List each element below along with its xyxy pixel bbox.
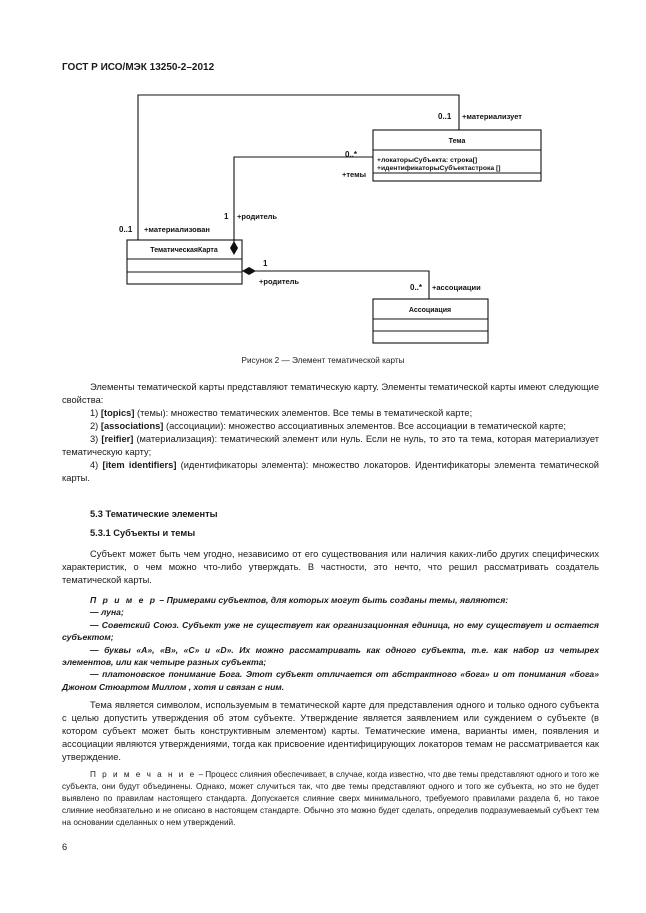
class-association-box [373, 299, 488, 343]
class-topic-attr-1: +локаторыСубъекта: строка[] [377, 157, 478, 164]
subsection-heading: 5.3.1 Субъекты и темы [90, 528, 196, 538]
example-item: — луна; [90, 607, 124, 618]
composition-diamond [242, 267, 256, 275]
role-associations: +ассоциации [432, 283, 481, 292]
figure-caption: Рисунок 2 — Элемент тематической карты [241, 356, 405, 365]
role-parent-2: +родитель [259, 277, 300, 286]
property-item: 4) [item identifiers] (идентификаторы элемента): множество локаторов. Идентификаторы элемента тематической карты. [62, 460, 599, 483]
role-topics: +темы [342, 170, 367, 179]
section-heading: 5.3 Тематические элементы [90, 509, 218, 519]
mult-parent-1: 1 [224, 212, 229, 221]
uml-diagram [0, 0, 646, 360]
subject-paragraph: Субъект может быть чем угодно, независимо от его существования или наличия каких-либо других специфических характеристик, о чем можно что-либо утверждать. В частности, это нечто, что решил рассматривать создатель тематической карты. [62, 549, 599, 585]
role-reifier-top: +материализует [462, 112, 522, 121]
example-item: — Советский Союз. Субъект уже не существует как организационная единица, но ему существует и остается субъектом; [62, 619, 599, 643]
example-item: — платоновское понимание Бога. Этот субъект отличается от абстрактного «бога» и от понимания «бога» Джоном Стюартом Миллом , хотя и связан с ним. [62, 669, 599, 692]
example-item: — буквы «A», «B», «C» и «D». Их можно рассматривать как одного субъекта, т.е. как набор из четырех элементов, или как четыре разных субъекта; [62, 644, 599, 668]
example-block: П р и м е р – Примерами субъектов, для которых могут быть созданы темы, являются: — луна; — Советский Союз. Субъект уже не существует как организационная единица, но ему существует и остается субъектом; — буквы «A», «B», «C» и «D». Их можно рассматривать как одного субъекта, т.е. как набор из четырех элементов, или как четыре разных субъекта; — платоновское понимание Бога. Этот субъект отличается от абстрактного «бога» и от понимания «бога» Джоном Стюартом Миллом , хотя и связан с ним. [62, 595, 599, 692]
mult-associations: 0..* [410, 283, 423, 292]
property-item: 1) [topics] (темы): множество тематических элементов. Все темы в тематической карте; [90, 408, 473, 418]
class-topic-attr-2: +идентификаторыСубъектастрока [] [377, 165, 501, 172]
role-reified: +материализован [144, 225, 210, 234]
intro-paragraph: Элементы тематической карты представляют тематическую карту. Элементы тематической карты имеют следующие свойства: [62, 382, 599, 405]
composition-diamond [230, 241, 238, 255]
note-block: П р и м е ч а н и е – Процесс слияния обеспечивает, в случае, когда известно, что две темы представляют одного и того же субъекта, они будут объединены. Однако, может случиться так, что две темы представляют одного и того же субъекта, но это не будет выявлено по правилам настоящего стандарта. Допускается слияние сверх минимального, требуемого правилами раздела 6, но такое слияние необязательно и не описано в настоящем стандарте. Обычно это можно будет сделать, определив подразумеваемый субъект тем на основании сделанных о нем утверждений. [62, 770, 600, 827]
property-item: 2) [associations] (ассоциации): множество ассоциативных элементов. Все ассоциации в тематической карте; [90, 421, 566, 431]
role-parent-1: +родитель [237, 212, 278, 221]
class-topic-map-name: ТематическаяКарта [150, 247, 218, 254]
class-association-name: Ассоциация [408, 307, 452, 314]
properties-block [62, 381, 599, 485]
mult-topics: 0..* [345, 150, 358, 159]
page-number: 6 [62, 842, 68, 852]
mult-reified: 0..1 [119, 225, 133, 234]
class-topic-name: Тема [448, 138, 466, 145]
topic-paragraph: Тема является символом, используемым в тематической карте для представления одного и только одного субъекта с целью допустить утверждения об этом субъекте. Утверждение является заявлением или суждением о субъекте (в котором субъект может быть конструктивным элементом) карты. Тематические имена, варианты имен, появления и ассоциации являются утверждениями, тогда как присвоение идентифицирующих локаторов темам не рассматривается как утверждение. [62, 700, 599, 762]
mult-parent-2: 1 [263, 259, 268, 268]
mult-topic-reifier: 0..1 [438, 112, 452, 121]
property-item: 3) [reifier] (материализация): тематический элемент или нуль. Если не нуль, то это та тема, которая материализует тематическую карту; [62, 434, 599, 457]
document-header: ГОСТ Р ИСО/МЭК 13250-2–2012 [62, 62, 215, 73]
